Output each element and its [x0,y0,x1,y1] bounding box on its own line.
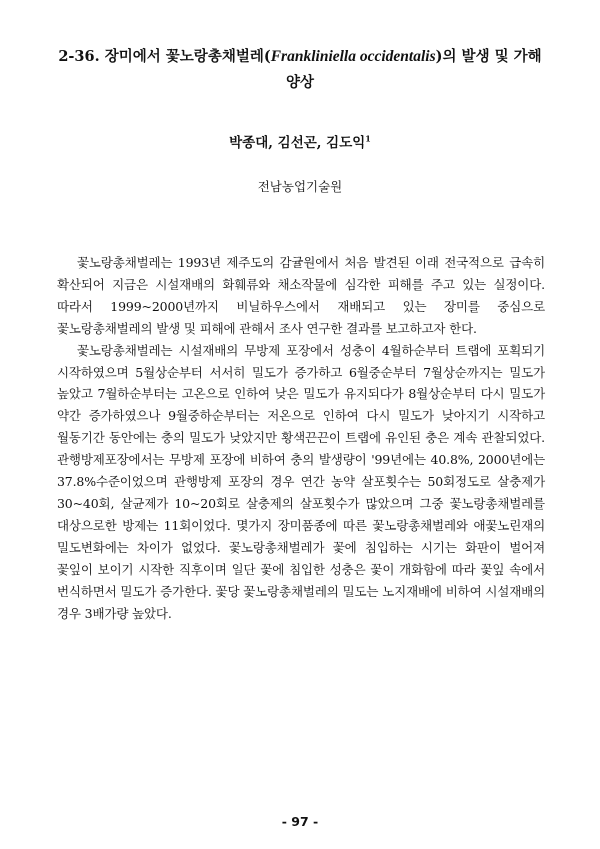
abstract [57,252,545,624]
author-list [0,131,600,151]
affiliation: 전남농업기술원 [257,179,343,194]
author-names: 박종대, 김선곤, 김도익 [229,135,366,151]
title-text-post: )의 발생 및 가해 양상 [285,48,542,91]
title-text-pre: 장미에서 꽃노랑총채벌레( [104,48,271,65]
title-scientific-name: Frankliniella occidentalis [270,48,436,65]
title-number: 2-36. [58,48,100,65]
abstract-paragraph-2: 꽃노랑총채벌레는 시설재배의 무방제 포장에서 성충이 4월하순부터 트랩에 포획되기 시작하였으며 5월상순부터 서서히 밀도가 증가하고 6월중순부터 7월상순까지는 밀도가 높았고 7월하순부터는 고온으로 인하여 낮은 밀도가 유지되다가 8월상순부터 다시 밀도가 약간 증가하였으나 9월중하순부터는 저온으로 인하여 다시 밀도가 낮아지기 시작하고 월동기간 동안에는 충의 밀도가 낮았지만 황색끈끈이 트랩에 유인된 충은 계속 관찰되었다. 관행방제포장에서는 무방제 포장에 비하여 충의 발생량이 '99년에는 40.8%, 2000년에는 37.8%수준이었으며 관행방제 포장의 경우 연간 농약 살포횟수는 50회정도로 살충제가 30~40회, 살균제가 10~20회로 살충제의 살포횟수가 많았으며 그중 꽃노랑총채벌레를 대상으로한 방제는 11회이었다. 몇가지 장미품종에 따른 꽃노랑총채벌레와 애꽃노린재의 밀도변화에는 차이가 없었다. 꽃노랑총채벌레가 꽃에 침입하는 시기는 화판이 벌어져 꽃잎이 보이기 시작한 직후이며 일단 꽃에 침입한 성충은 꽃이 개화함에 따라 꽃잎 속에서 번식하면서 밀도가 증가한다. 꽃당 꽃노랑총채벌레의 밀도는 노지재배에 비하여 시설재배의 경우 3배가량 높았다. [57,342,545,621]
paper-title [50,44,550,96]
page-number: - 97 - [281,814,319,829]
abstract-paragraph-1: 꽃노랑총채벌레는 1993년 제주도의 감귤원에서 처음 발견된 이래 전국적으로 급속히 확산되어 지금은 시설재배의 화훼류와 채소작물에 심각한 피해를 주고 있는 실정이다. 따라서 1999~2000년까지 비닐하우스에서 재배되고 있는 장미를 중심으로 꽃노랑총채벌레의 발생 및 피해에 관해서 조사 연구한 결과를 보고하고자 한다. [57,255,545,336]
affiliation-mark: 1 [365,133,371,144]
